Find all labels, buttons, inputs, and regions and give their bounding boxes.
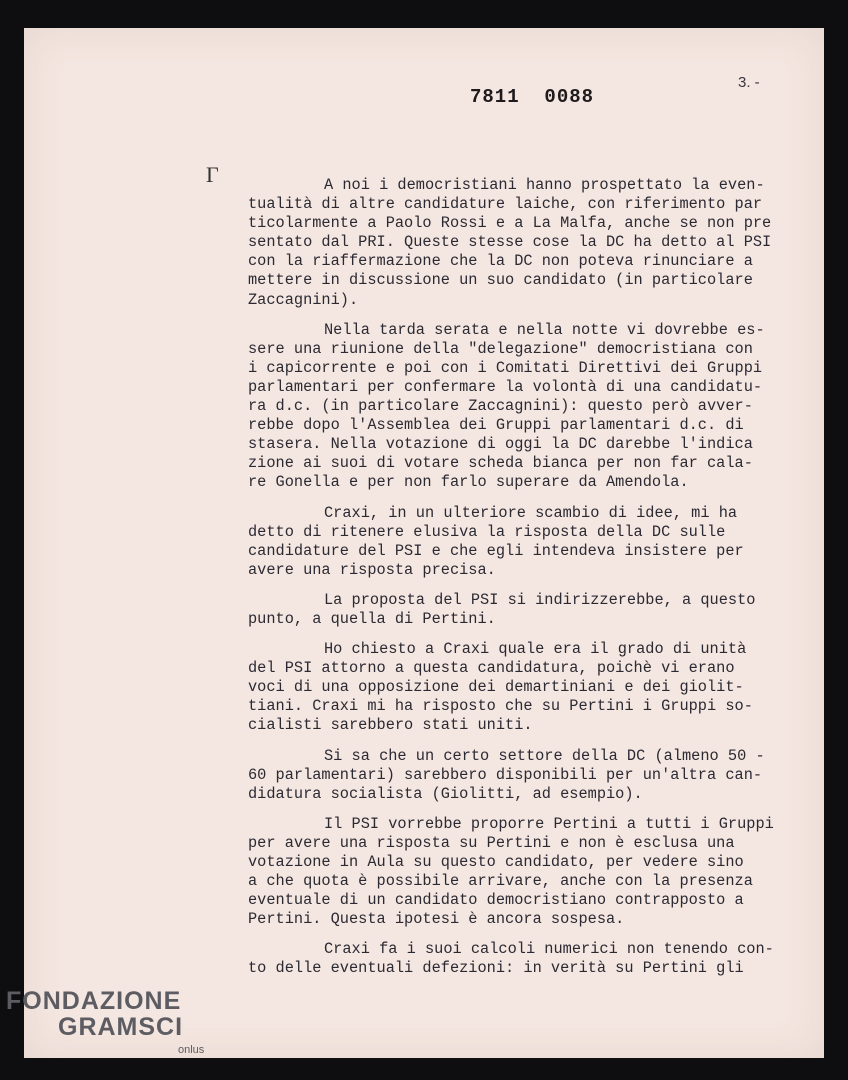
text-line: a che quota è possibile arrivare, anche con la presenza [248,872,753,891]
text-line: A noi i democristiani hanno prospettato la even- [324,176,765,194]
paragraph [248,747,808,804]
paragraph [248,504,808,580]
text-line: tiani. Craxi mi ha risposto che su Pertini i Gruppi so- [248,697,753,716]
page-number: 3. - [738,74,760,91]
paragraph [248,176,808,310]
logo-suffix: onlus [178,1044,205,1056]
text-line: del PSI attorno a questa candidatura, poichè vi erano [248,659,735,678]
text-line: rebbe dopo l'Assemblea dei Gruppi parlamentari d.c. di [248,416,744,435]
text-line: voci di una opposizione dei demartiniani e dei giolit- [248,678,744,697]
text-line: Nella tarda serata e nella notte vi dovrebbe es- [324,320,765,339]
text-line: tualità di altre candidature laiche, con riferimento par [248,195,763,214]
text-line: Ho chiesto a Craxi quale era il grado di unità [324,640,747,659]
text-line: parlamentari per confermare la volontà di una candidatu- [248,377,763,396]
fondazione-gramsci-logo [6,987,205,1056]
text-line: Craxi, in un ulteriore scambio di idee, mi ha [324,503,738,522]
paragraph [248,640,808,735]
text-line: zione ai suoi di votare scheda bianca per non far cala- [248,454,753,473]
text-line: stasera. Nella votazione di oggi la DC darebbe l'indica [248,435,753,454]
text-line: 60 parlamentari) sarebbero disponibili per un'altra can- [248,765,763,784]
paragraph [248,815,808,930]
text-line: votazione in Aula su questo candidato, per vedere sino [248,853,744,871]
text-line: eventuale di un candidato democristiano contrapposto a [248,891,744,910]
text-line: candidature del PSI e che egli intendeva insistere per [248,541,744,560]
body-text [248,176,808,990]
text-line: sentato dal PRI. Queste stesse cose la DC ha detto al PSI [248,233,772,252]
text-line: i capicorrente e poi con i Comitati Direttivi dei Gruppi [248,358,763,377]
text-line: Pertini. Questa ipotesi è ancora sospesa. [248,910,625,929]
text-line: didatura socialista (Giolitti, ad esempio). [248,784,643,803]
text-line: per avere una risposta su Pertini e non è esclusa una [248,833,735,852]
text-line: Si sa che un certo settore della DC (almeno 50 - [324,746,765,765]
text-line: re Gonella e per non farlo superare da Amendola. [248,473,689,492]
text-line: sere una riunione della "delegazione" democristiana con [248,339,753,358]
margin-mark: Γ [206,162,219,187]
text-line: ra d.c. (in particolare Zaccagnini): questo però avver- [248,397,753,416]
text-line: Craxi fa i suoi calcoli numerici non tenendo con- [324,940,774,959]
text-line: Il PSI vorrebbe proporre Pertini a tutti i Gruppi [324,814,774,833]
text-line: punto, a quella di Pertini. [248,609,496,628]
logo-line-1: FONDAZIONE [6,987,182,1015]
paragraph [248,940,808,978]
paragraph [248,321,808,493]
text-line: con la riaffermazione che la DC non poteva rinunciare a [248,252,753,271]
text-line: ticolarmente a Paolo Rossi e a La Malfa, anche se non pre [248,214,772,233]
logo-line-2: GRAMSCI [58,1013,184,1041]
text-line: mettere in discussione un suo candidato (in particolare [248,271,753,290]
document-code: 7811 0088 [470,86,595,108]
text-line: detto di ritenere elusiva la risposta della DC sulle [248,522,726,541]
text-line: avere una risposta precisa. [248,560,496,579]
text-line: La proposta del PSI si indirizzerebbe, a questo [324,590,756,609]
paragraph [248,591,808,629]
text-line: cialisti sarebbero stati uniti. [248,716,533,735]
text-line: Zaccagnini). [248,290,359,309]
text-line: to delle eventuali defezioni: in verità su Pertini gli [248,959,744,978]
